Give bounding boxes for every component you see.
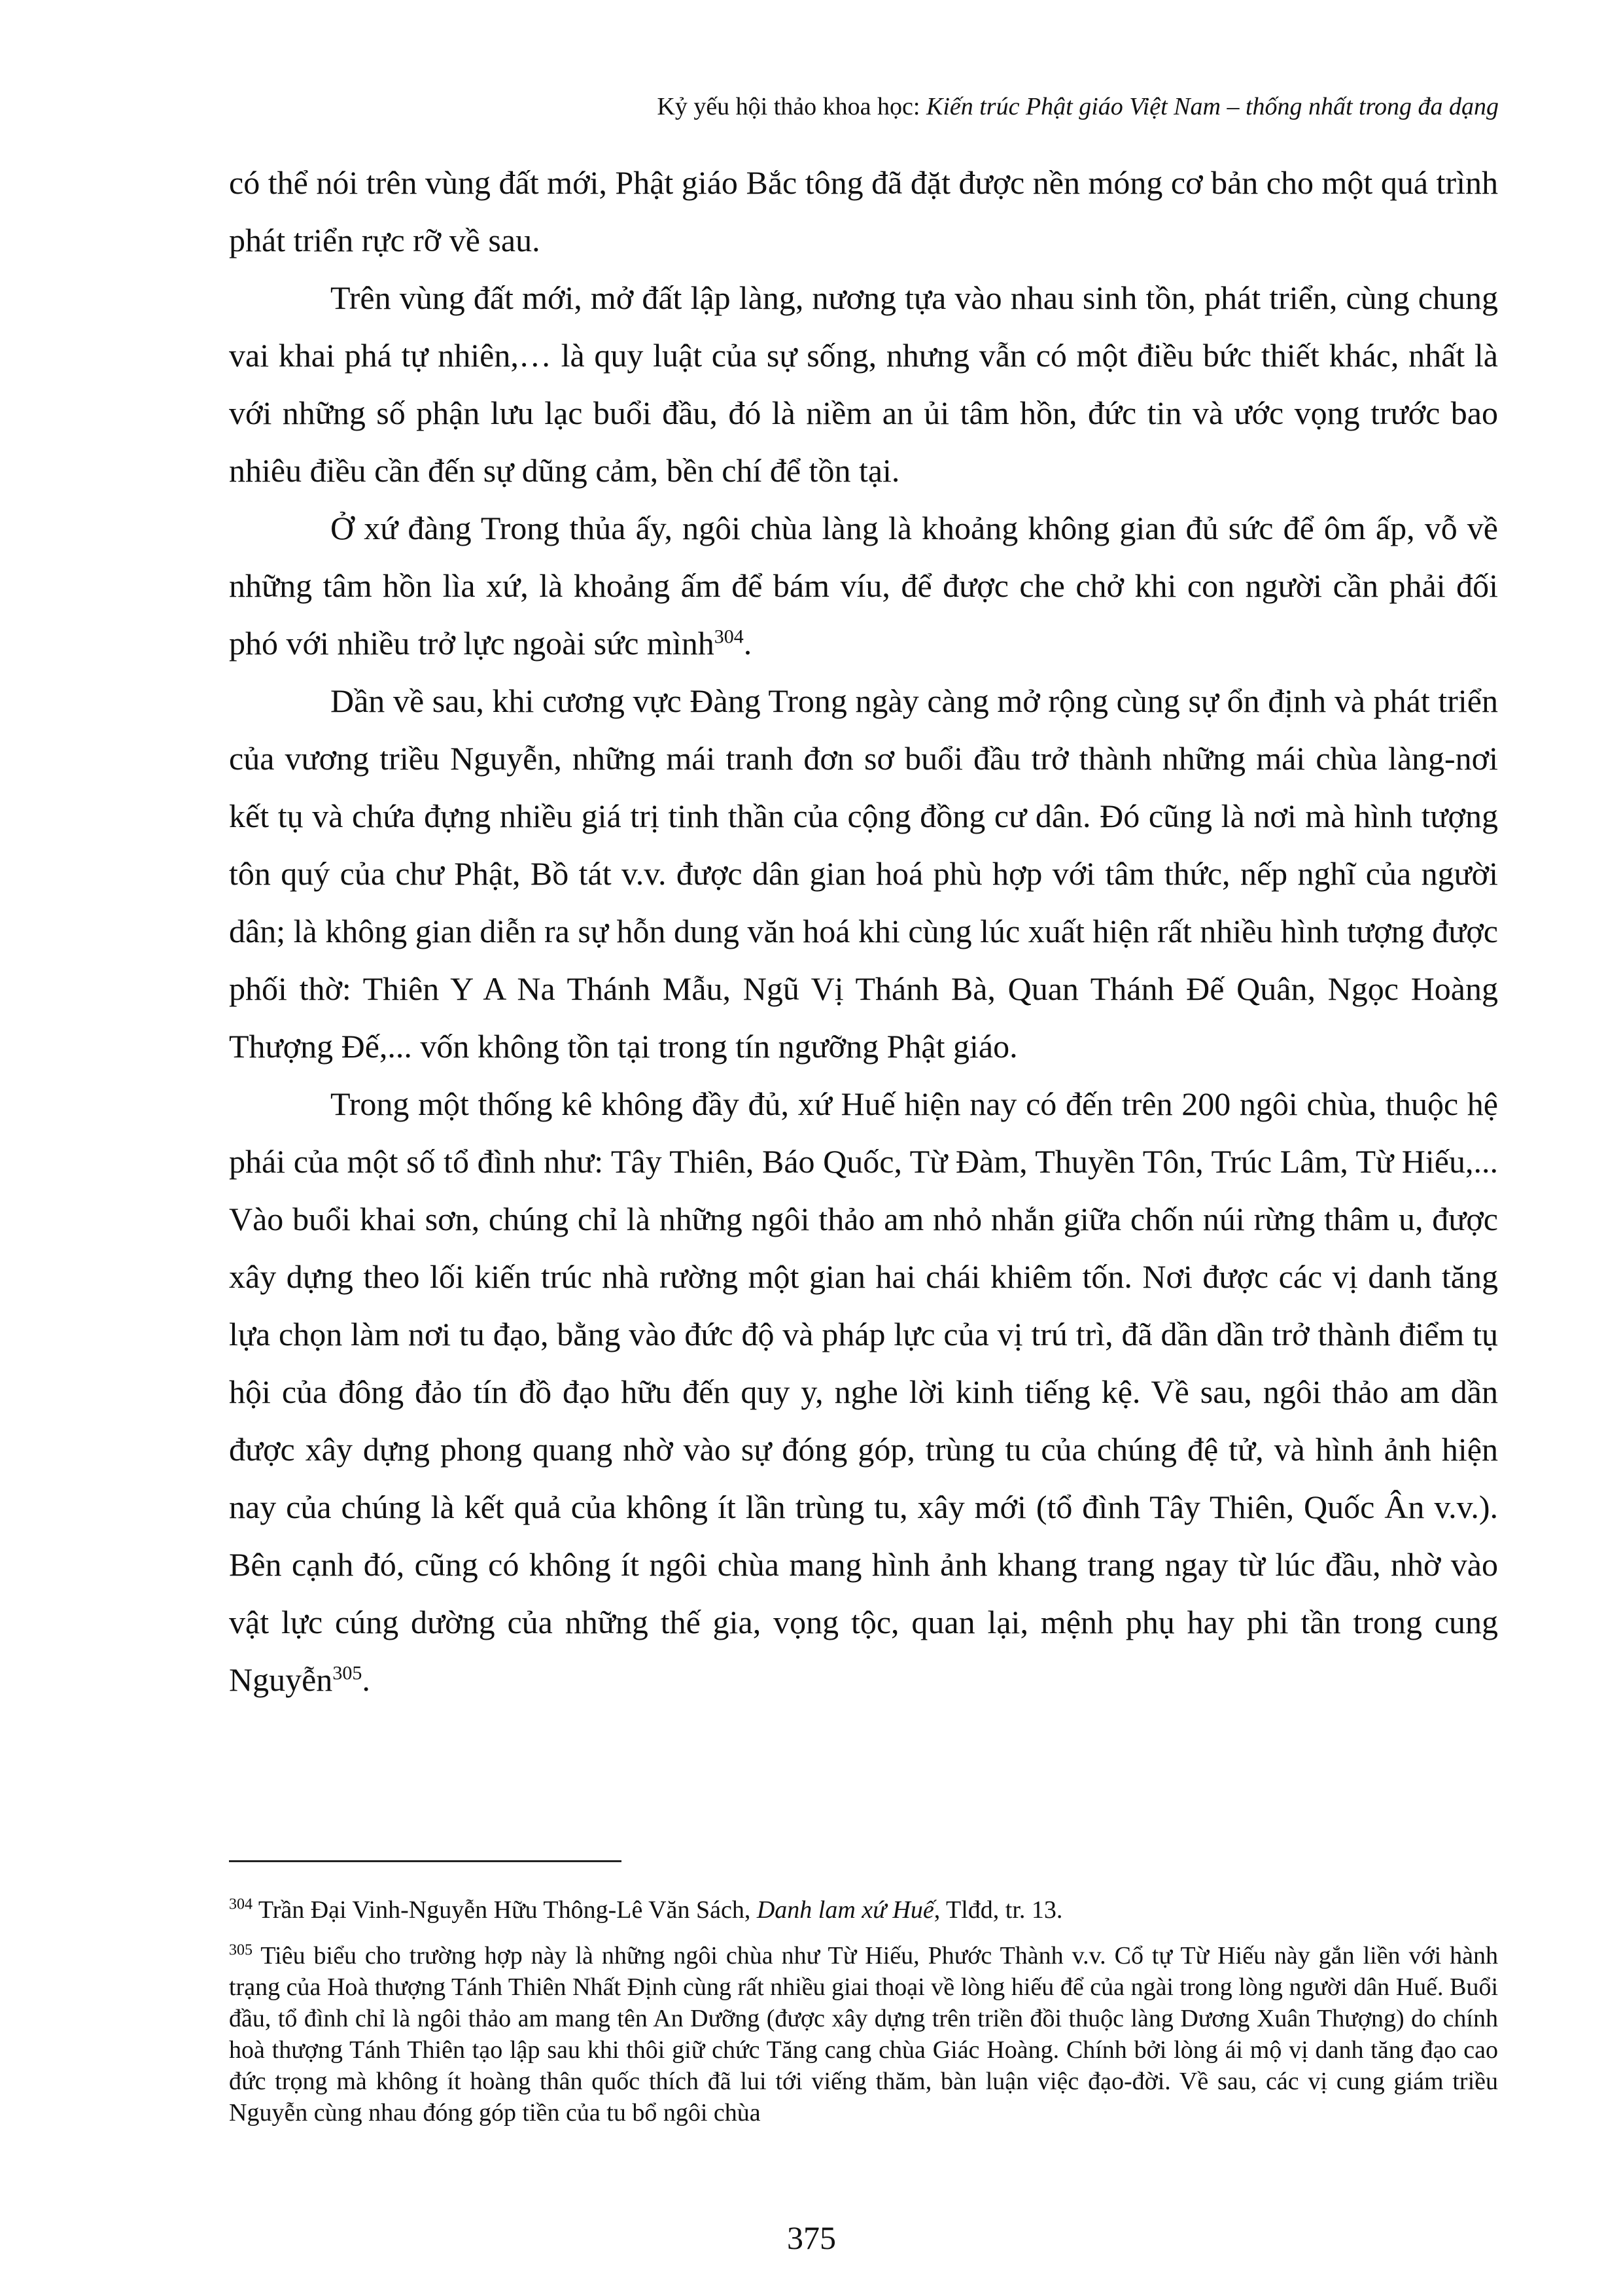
- footnote-italic-title: Danh lam xứ Huế: [756, 1896, 934, 1924]
- paragraph-4: [229, 672, 1498, 1075]
- footnote-305: [229, 1940, 1498, 2128]
- footnote-text: Tiêu biểu cho trường hợp này là những ngôi chùa như Từ Hiếu, Phước Thành v.v. Cổ tự Từ Hiếu này gắn liền với hành trạng của Hoà thượng Tánh Thiên Nhất Định cùng rất nhiều giai thoại về lòng hiếu để của ngài trong lòng người dân Huế. Buổi đầu, tổ đình chỉ là ngôi thảo am mang tên An Dưỡng (được xây dựng trên triền đồi thuộc làng Dương Xuân Thượng) do chính hoà thượng Tánh Thiên tạo lập sau khi thôi giữ chức Tăng cang chùa Giác Hoàng. Chính bởi lòng ái mộ vị danh tăng đạo cao đức trọng mà không ít hoàng thân quốc thích đã lui tới viếng thăm, bàn luận việc đạo-đời. Về sau, các vị cung giám triều Nguyễn cùng nhau đóng góp tiền của tu bổ ngôi chùa: [229, 1942, 1498, 2127]
- paragraph-2: [229, 269, 1498, 499]
- footnote-text: Trần Đại Vinh-Nguyễn Hữu Thông-Lê Văn Sách,: [253, 1896, 757, 1924]
- footnotes: [229, 1894, 1498, 2143]
- paragraph-5: [229, 1075, 1498, 1708]
- paragraph-5-tail: .: [362, 1661, 370, 1698]
- page-number: 375: [787, 2219, 836, 2256]
- footnote-divider: [229, 1860, 621, 1862]
- footnote-number: 305: [229, 1941, 253, 1959]
- footnote-ref-305[interactable]: 305: [332, 1662, 362, 1684]
- paragraph-1: [229, 154, 1498, 269]
- running-header: [256, 92, 1499, 122]
- paragraph-1-text: có thể nói trên vùng đất mới, Phật giáo Bắc tông đã đặt được nền móng cơ bản cho một quá trình phát triển rực rỡ về sau.: [229, 164, 1498, 258]
- paragraph-3: [229, 499, 1498, 672]
- footnote-304: [229, 1894, 1498, 1926]
- paragraph-2-text: Trên vùng đất mới, mở đất lập làng, nương tựa vào nhau sinh tồn, phát triển, cùng chung vai khai phá tự nhiên,… là quy luật của sự sống, nhưng vẫn có một điều bức thiết khác, nhất là với những số phận lưu lạc buổi đầu, đó là niềm an ủi tâm hồn, đức tin và ước vọng trước bao nhiêu điều cần đến sự dũng cảm, bền chí để tồn tại.: [229, 279, 1498, 489]
- paragraph-3-text: Ở xứ đàng Trong thủa ấy, ngôi chùa làng là khoảng không gian đủ sức để ôm ấp, vỗ về những tâm hồn lìa xứ, là khoảng ấm để bám víu, để được che chở khi con người cần phải đối phó với nhiều trở lực ngoài sức mình: [229, 510, 1498, 662]
- paragraph-4-text: Dần về sau, khi cương vực Đàng Trong ngày càng mở rộng cùng sự ổn định và phát triển của vương triều Nguyễn, những mái tranh đơn sơ buổi đầu trở thành những mái chùa làng-nơi kết tụ và chứa đựng nhiều giá trị tinh thần của cộng đồng cư dân. Đó cũng là nơi mà hình tượng tôn quý của chư Phật, Bồ tát v.v. được dân gian hoá phù hợp với tâm thức, nếp nghĩ của người dân; là không gian diễn ra sự hỗn dung văn hoá khi cùng lúc xuất hiện rất nhiều hình tượng được phối thờ: Thiên Y A Na Thánh Mẫu, Ngũ Vị Thánh Bà, Quan Thánh Đế Quân, Ngọc Hoàng Thượng Đế,... vốn không tồn tại trong tín ngưỡng Phật giáo.: [229, 682, 1498, 1065]
- footnote-number: 304: [229, 1896, 253, 1913]
- paragraph-5-text: Trong một thống kê không đầy đủ, xứ Huế hiện nay có đến trên 200 ngôi chùa, thuộc hệ phái của một số tổ đình như: Tây Thiên, Báo Quốc, Từ Đàm, Thuyền Tôn, Trúc Lâm, Từ Hiếu,... Vào buổi khai sơn, chúng chỉ là những ngôi thảo am nhỏ nhắn giữa chốn núi rừng thâm u, được xây dựng theo lối kiến trúc nhà rường một gian hai chái khiêm tốn. Nơi được các vị danh tăng lựa chọn làm nơi tu đạo, bằng vào đức độ và pháp lực của vị trú trì, đã dần dần trở thành điểm tụ hội của đông đảo tín đồ đạo hữu đến quy y, nghe lời kinh tiếng kệ. Về sau, ngôi thảo am dần được xây dựng phong quang nhờ vào sự đóng góp, trùng tu của chúng đệ tử, và hình ảnh hiện nay của chúng là kết quả của không ít lần trùng tu, xây mới (tổ đình Tây Thiên, Quốc Ân v.v.). Bên cạnh đó, cũng có không ít ngôi chùa mang hình ảnh khang trang ngay từ lúc đầu, nhờ vào vật lực cúng dường của những thế gia, vọng tộc, quan lại, mệnh phụ hay phi tần trong cung Nguyễn: [229, 1086, 1498, 1698]
- body-text: [229, 154, 1498, 1708]
- footnote-text-tail: , Tlđd, tr. 13.: [934, 1896, 1063, 1924]
- footnote-ref-304[interactable]: 304: [714, 626, 744, 648]
- paragraph-3-tail: .: [743, 625, 752, 662]
- header-prefix: Kỷ yếu hội thảo khoa học:: [657, 93, 926, 120]
- header-title: Kiến trúc Phật giáo Việt Nam – thống nhất trong đa dạng: [926, 93, 1499, 120]
